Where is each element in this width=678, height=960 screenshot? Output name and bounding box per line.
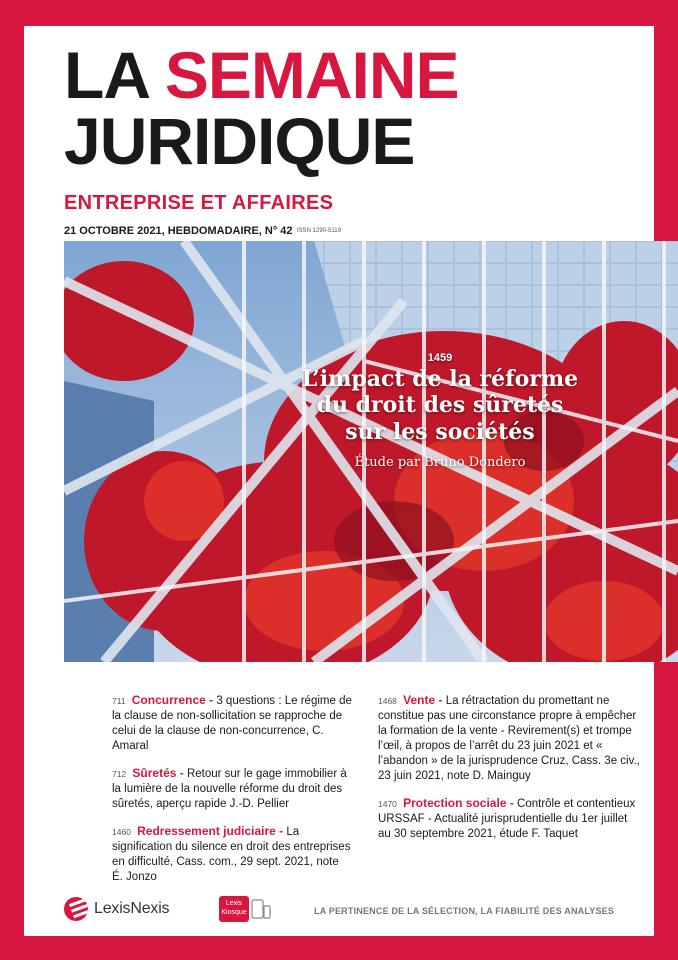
masthead-title-line1: [64, 38, 459, 112]
masthead-subtitle: ENTREPRISE ET AFFAIRES: [64, 192, 334, 214]
toc-entry-number: 712: [112, 769, 127, 779]
toc-entry-number: 1470: [378, 799, 397, 809]
toc-right-column: [378, 693, 640, 854]
feature-headline-line: sur les sociétés: [345, 418, 535, 445]
feature-headline: [280, 366, 600, 445]
toc-entry-heading: Protection sociale -: [403, 796, 514, 810]
toc-entry[interactable]: [112, 824, 352, 885]
lexisnexis-logo: [64, 897, 169, 921]
masthead-title-line2: JURIDIQUE: [64, 104, 415, 178]
issn: ISSN 1290-5119: [297, 228, 341, 234]
toc-entry-text: 3 questions : Le régime de la clause de non-sollicitation se rapproche de celui de la clause de non-concurrence, C. Amaral: [112, 695, 352, 752]
masthead-title-semaine: SEMAINE: [164, 38, 459, 112]
lexis-kiosque-badge[interactable]: [219, 896, 249, 922]
feature-article[interactable]: [280, 352, 600, 470]
toc-entry-heading: Vente -: [403, 693, 443, 707]
masthead-title-la: LA: [64, 38, 148, 112]
toc-entry-number: 711: [112, 696, 126, 706]
toc-left-column: [112, 693, 352, 897]
toc-entry-text: La rétractation du promettant ne constitue pas une circonstance propre à empêcher la formation de la vente - Revirement(s) et trompe l’œil, à propos de l’arrêt du 23 juin 2021 et « l’abandon » de la jurisprudence Cruz, Cass. 3e civ., 23 juin 2021, note D. Mainguy: [378, 695, 640, 782]
issue-info: 21 OCTOBRE 2021, HEBDOMADAIRE, N° 42: [64, 225, 293, 237]
toc-entry[interactable]: [112, 766, 352, 812]
toc-entry[interactable]: [378, 796, 640, 842]
toc-entry-text: La signification du silence en droit des entreprises en difficulté, Cass. com., 29 sept. 2021, note É. Jonzo: [112, 826, 351, 883]
feature-headline-line: L’impact de la réforme: [301, 366, 579, 392]
feature-author: Étude par Bruno Dondero: [354, 455, 526, 471]
devices-icon: [251, 898, 271, 920]
feature-number: 1459: [427, 352, 453, 364]
toc-entry-heading: Sûretés -: [132, 766, 184, 780]
toc-entry[interactable]: [378, 693, 640, 784]
toc-entry-heading: Redressement judiciaire -: [137, 824, 284, 838]
kiosque-line2: Kiosque: [221, 909, 247, 916]
feature-headline-line: du droit des sûretés: [316, 392, 564, 419]
footer-tagline: LA PERTINENCE DE LA SÉLECTION, LA FIABILITÉ DES ANALYSES: [314, 906, 615, 916]
toc-entry[interactable]: [112, 693, 352, 754]
toc-entry-heading: Concurrence -: [131, 693, 214, 707]
toc-entry-text: Contrôle et contentieux URSSAF - Actualité jurisprudentielle du 1er juillet au 30 septembre 2021, étude F. Taquet: [378, 798, 636, 840]
lexisnexis-logo-icon: [64, 897, 88, 921]
toc-entry-number: 1468: [378, 696, 397, 706]
kiosque-line1: Lexis: [225, 900, 243, 907]
toc-entry-text: Retour sur le gage immobilier à la lumière de la nouvelle réforme du droit des sûretés, aperçu rapide J.-D. Pellier: [112, 768, 347, 810]
toc-entry-number: 1460: [112, 827, 131, 837]
publisher-name: LexisNexis: [94, 900, 170, 917]
